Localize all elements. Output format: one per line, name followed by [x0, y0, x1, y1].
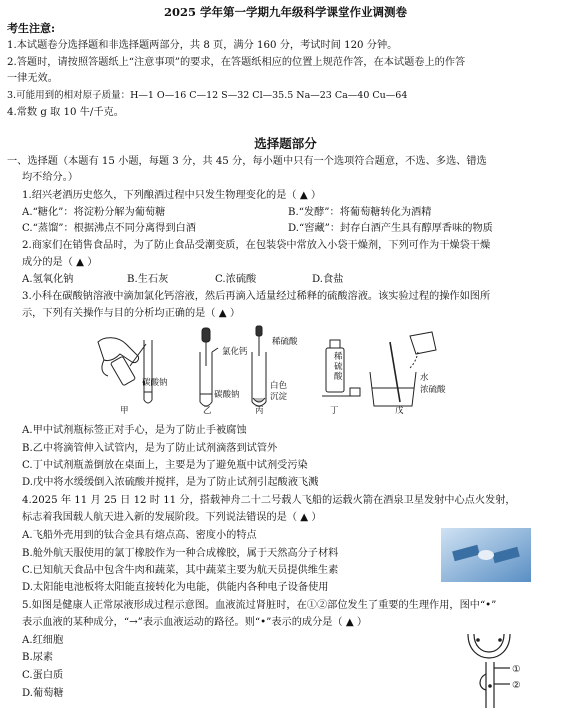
q3-label-water: 水	[420, 373, 429, 383]
q3-option-d: D.戊中将水缓缓倒入浓硫酸并搅拌，是为了防止试剂引起酸液飞溅	[22, 477, 319, 488]
notice-line-4: 3.可能用到的相对原子质量：H—1 O—16 C—12 S—32 Cl—35.5 Na—23 Ca—40 Cu—64	[7, 90, 408, 101]
q3-caption-ding: 丁	[330, 406, 339, 416]
q5-stem-1: 5.如图是健康人正常尿液形成过程示意图。血液流过肾脏时，在①②部位发生了重要的生理作用，图中“•”	[22, 600, 497, 611]
q3-label-na2co3-1: 碳酸钠	[142, 378, 168, 388]
notice-line-1: 1.本试题卷分选择题和非选择题两部分，共 8 页，满分 160 分，考试时间 120 分钟。	[7, 40, 398, 51]
section-title: 选择题部分	[254, 136, 317, 151]
q3-label-conc-acid: 浓硫酸	[420, 385, 446, 395]
q1-option-d: D.“窖藏”：封存白酒产生具有醇厚香味的物质	[288, 223, 493, 234]
q1-option-b: B.“发酵”：将葡萄糖转化为酒精	[288, 207, 432, 218]
q3-stem-2: 示，下列有关操作与目的分析均正确的是（ ▲ ）	[22, 308, 241, 319]
q2-option-a: A.氢氧化钠	[22, 274, 74, 285]
figure-jia	[98, 338, 152, 403]
figure-bing	[252, 326, 266, 406]
q4-option-d: D.太阳能电池板将太阳能直接转化为电能，供能内各种电子设备使用	[22, 582, 329, 593]
q2-option-b: B.生石灰	[127, 274, 169, 285]
q1-option-c: C.“蒸馏”：根据沸点不同分离得到白酒	[22, 223, 196, 234]
notice-line-5: 4.常数 g 取 10 牛/千克。	[7, 107, 124, 118]
q3-label-dil-acid-1: 稀硫酸	[272, 337, 298, 347]
q4-stem-1: 4.2025 年 11 月 25 日 12 时 11 分，搭载神舟二十二号载人飞船的运载火箭在酒泉卫星发射中心点火发射，	[22, 495, 516, 506]
q3-caption-wu: 戊	[395, 406, 404, 416]
q3-option-b: B.乙中将滴管伸入试管内，是为了防止试剂滴落到试管外	[22, 443, 278, 454]
q3-option-c: C.丁中试剂瓶盖倒放在桌面上，主要是为了避免瓶中试剂受污染	[22, 460, 308, 471]
q2-stem-1: 2.商家们在销售食品时，为了防止食品受潮变质，在包装袋中常放入小袋干燥剂，下列可作为干燥袋干燥	[22, 240, 491, 251]
q5-stem-2: 表示血液的某种成分，“→”表示血液运动的路径。则“•”表示的成分是（ ▲ ）	[22, 617, 368, 628]
q1-stem: 1.绍兴老酒历史悠久，下列酿酒过程中只发生物理变化的是（ ▲ ）	[22, 190, 322, 201]
q2-option-d: D.食盐	[312, 274, 344, 285]
q5-option-d: D.葡萄糖	[22, 688, 64, 699]
q3-label-white-2: 沉淀	[270, 392, 288, 402]
nephron-diagram	[464, 628, 534, 712]
section-intro-1: 一、选择题（本题有 15 小题，每题 3 分，共 45 分，每小题中只有一个选项符合题意，不选、多选、错选	[7, 156, 487, 167]
q1-option-a: A.“糖化”：将淀粉分解为葡萄糖	[22, 207, 166, 218]
q3-caption-jia: 甲	[120, 406, 129, 416]
q5-option-a: A.红细胞	[22, 635, 64, 646]
q3-label-dil-acid-2: 稀硫酸	[334, 352, 343, 382]
q3-label-white-1: 白色	[270, 381, 288, 391]
notice-line-3: 一律无效。	[7, 73, 58, 84]
q2-option-c: C.浓硫酸	[215, 274, 257, 285]
nephron-label-1: ①	[512, 664, 521, 675]
q3-stem-1: 3.小科在碳酸钠溶液中滴加氯化钙溶液，然后再滴入适量经过稀释的硫酸溶液。该实验过程的操作如图所	[22, 291, 491, 302]
q2-stem-2: 成分的是（ ▲ ）	[22, 257, 98, 268]
notice-line-2: 2.答题时，请按照答题纸上“注意事项”的要求，在答题纸相应的位置上规范作答，在本试题卷上的作答	[7, 57, 466, 68]
q4-option-a: A.飞船外壳用到的钛合金具有熔点高、密度小的特点	[22, 530, 257, 541]
q3-label-cacl2: 氯化钙	[222, 347, 248, 357]
q4-stem-2: 标志着我国载人航天进入新的发展阶段。下列说法错误的是（ ▲ ）	[22, 512, 322, 523]
q3-caption-yi: 乙	[203, 406, 212, 416]
q3-option-a: A.甲中试剂瓶标签正对手心，是为了防止手被腐蚀	[22, 425, 247, 436]
nephron-label-2: ②	[512, 680, 521, 691]
spacecraft-photo	[441, 528, 531, 582]
notice-heading: 考生注意:	[7, 22, 56, 35]
q4-option-b: B.舱外航天服使用的氯丁橡胶作为一种合成橡胶，属于天然高分子材料	[22, 548, 339, 559]
q5-option-c: C.蛋白质	[22, 670, 64, 681]
q4-option-c: C.已知航天食品中包含牛肉和蔬菜，其中蔬菜主要为航天员提供维生素	[22, 565, 339, 576]
q3-label-na2co3-2: 碳酸钠	[214, 390, 240, 400]
section-intro-2: 均不给分。）	[22, 172, 79, 183]
q3-caption-bing: 丙	[255, 406, 264, 416]
page-title: 2025 学年第一学期九年级科学课堂作业调测卷	[163, 5, 407, 19]
q5-option-b: B.尿素	[22, 652, 54, 663]
